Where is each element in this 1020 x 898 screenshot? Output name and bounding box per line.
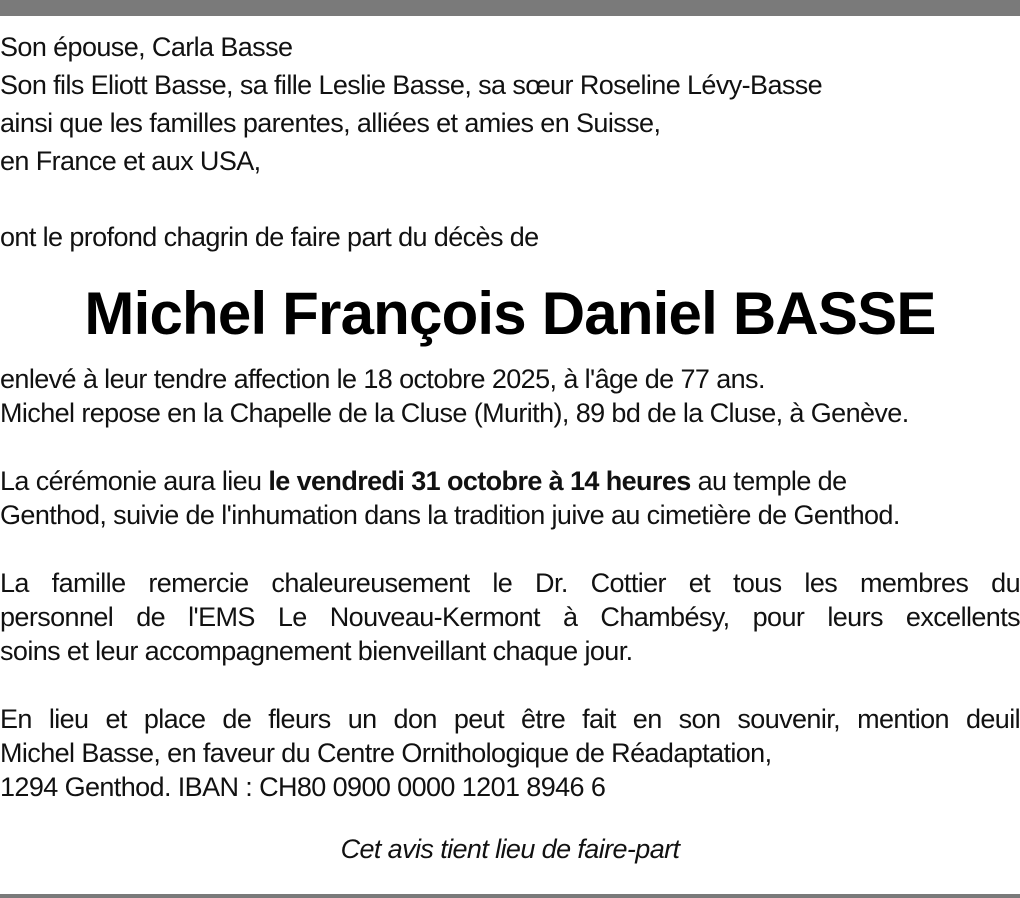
ceremony-prefix: La cérémonie aura lieu <box>0 466 269 496</box>
ceremony-date-time: le vendredi 31 octobre à 14 heures <box>268 466 691 496</box>
ceremony-details <box>0 464 1020 532</box>
paragraph-spacer <box>0 668 1020 702</box>
ceremony-suffix: au temple de <box>690 466 847 496</box>
thanks-line-1: La famille remercie chaleureusement le Dr. Cottier et tous les membres du <box>0 568 1020 598</box>
death-notice <box>0 28 1020 895</box>
family-block <box>0 28 1020 180</box>
family-line-spouse: Son épouse, Carla Basse <box>0 32 293 62</box>
thanks-line-2: personnel de l'EMS Le Nouveau-Kermont à Chambésy, pour leurs excellents <box>0 602 1020 632</box>
family-line-relatives: ainsi que les familles parentes, alliées et amies en Suisse, <box>0 108 661 138</box>
ceremony-line-1 <box>0 464 1020 498</box>
passing-details <box>0 362 1020 430</box>
family-line-children: Son fils Eliott Basse, sa fille Leslie Basse, sa sœur Roseline Lévy-Basse <box>0 70 823 100</box>
announcement-text: ont le profond chagrin de faire part du décès de <box>0 222 539 252</box>
resting-place-line: Michel repose en la Chapelle de la Cluse (Murith), 89 bd de la Cluse, à Genève. <box>0 398 909 428</box>
paragraph-spacer <box>0 180 1020 218</box>
ceremony-line-2: Genthod, suivie de l'inhumation dans la tradition juive au cimetière de Genthod. <box>0 500 900 530</box>
passing-date-line: enlevé à leur tendre affection le 18 octobre 2025, à l'âge de 77 ans. <box>0 364 765 394</box>
family-line-countries: en France et aux USA, <box>0 146 261 176</box>
donation-line-2: Michel Basse, en faveur du Centre Ornithologique de Réadaptation, <box>0 738 772 768</box>
thanks-line-3: soins et leur accompagnement bienveillant chaque jour. <box>0 636 633 666</box>
top-divider <box>0 0 1020 16</box>
paragraph-spacer <box>0 532 1020 566</box>
donation-line-1: En lieu et place de fleurs un don peut être fait en son souvenir, mention deuil <box>0 704 1020 734</box>
closing-note: Cet avis tient lieu de faire-part <box>340 834 680 864</box>
bottom-divider <box>0 894 1020 898</box>
donation-iban-line: 1294 Genthod. IBAN : CH80 0900 0000 1201 8946 6 <box>0 772 606 802</box>
paragraph-spacer <box>0 430 1020 464</box>
deceased-name: Michel François Daniel BASSE <box>84 280 936 347</box>
thanks-block <box>0 566 1020 668</box>
donation-block <box>0 702 1020 804</box>
